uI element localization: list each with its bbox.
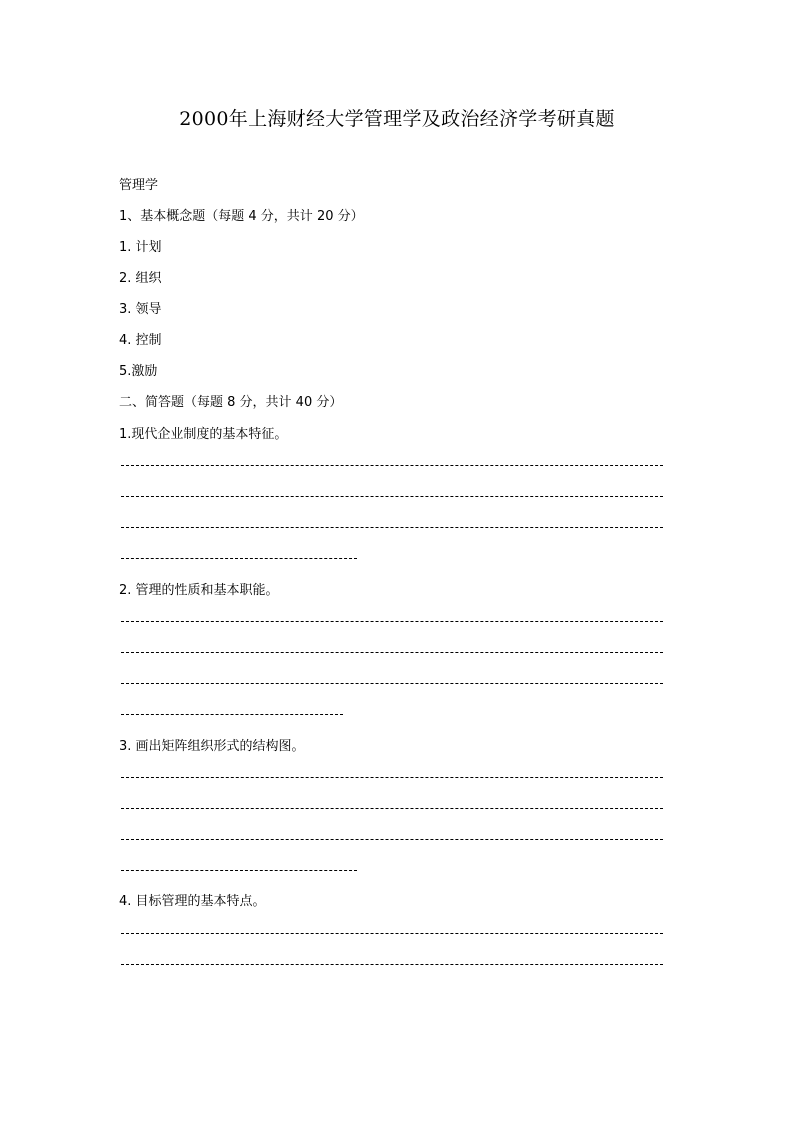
concept-item-5: 5.激励 <box>119 364 158 379</box>
document-title: 2000年上海财经大学管理学及政治经济学考研真题 <box>179 108 615 130</box>
answer-line <box>121 777 663 778</box>
answer-line <box>121 808 663 809</box>
concept-item-1: 1. 计划 <box>119 240 162 255</box>
subject-heading: 管理学 <box>119 178 159 193</box>
question-2: 2. 管理的性质和基本职能。 <box>119 583 279 598</box>
answer-line <box>121 870 357 871</box>
question-3: 3. 画出矩阵组织形式的结构图。 <box>119 739 305 754</box>
answer-line <box>121 652 663 653</box>
answer-line <box>121 496 663 497</box>
concept-item-3: 3. 领导 <box>119 302 162 317</box>
answer-line <box>121 933 663 934</box>
question-4: 4. 目标管理的基本特点。 <box>119 894 266 909</box>
question-1: 1.现代企业制度的基本特征。 <box>119 427 288 442</box>
answer-line <box>121 621 663 622</box>
concept-item-2: 2. 组织 <box>119 271 162 286</box>
answer-line <box>121 527 663 528</box>
answer-line <box>121 714 343 715</box>
answer-line <box>121 683 663 684</box>
section2-heading: 二、简答题（每题 8 分，共计 40 分） <box>119 395 343 410</box>
section1-heading: 1、基本概念题（每题 4 分，共计 20 分） <box>119 209 364 224</box>
answer-line <box>121 465 663 466</box>
concept-item-4: 4. 控制 <box>119 333 162 348</box>
answer-line <box>121 558 357 559</box>
answer-line <box>121 964 663 965</box>
answer-line <box>121 839 663 840</box>
